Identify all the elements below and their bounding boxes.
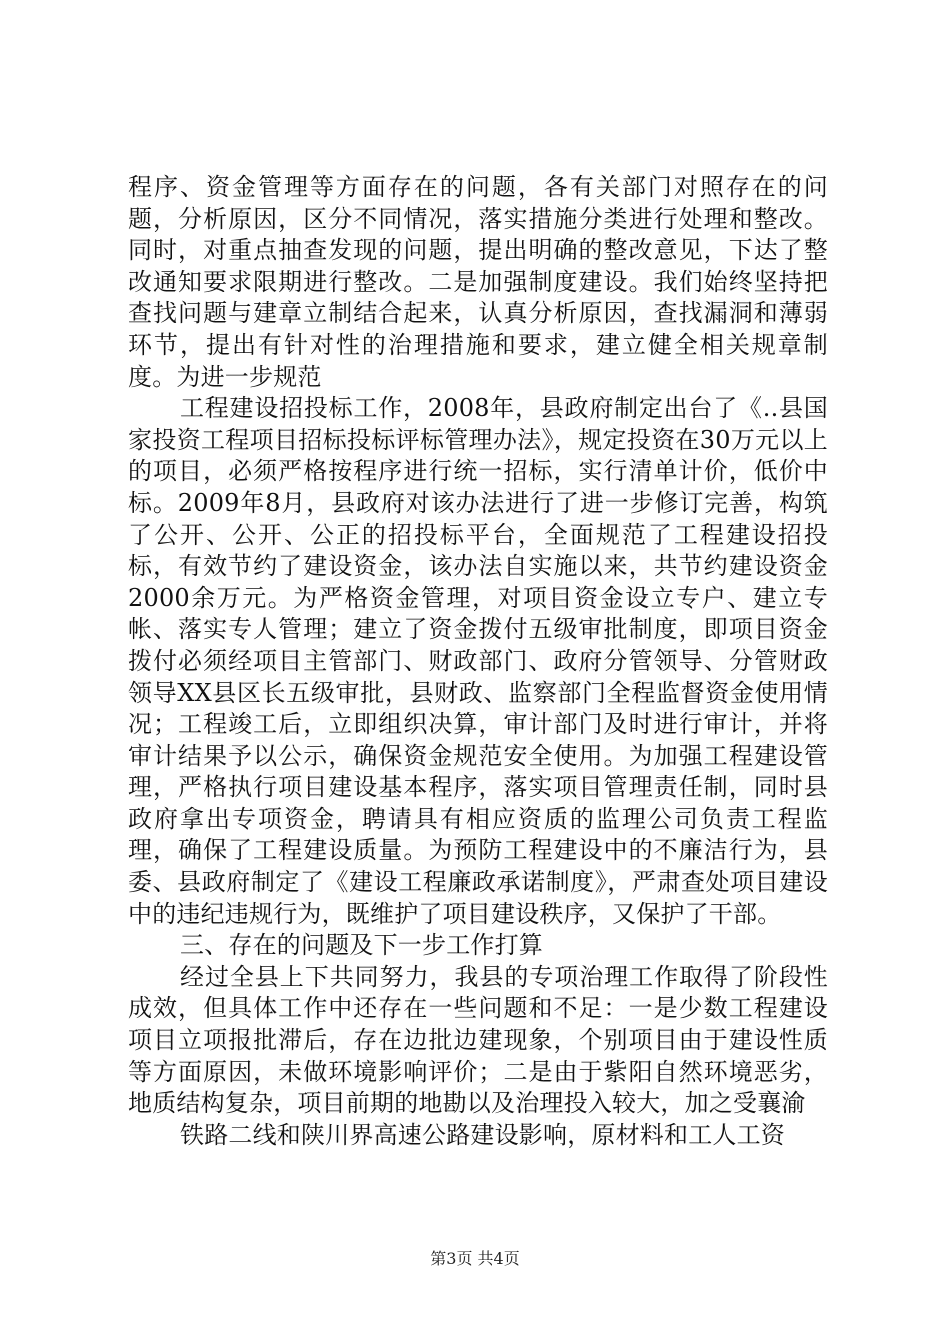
page-footer: 第3页 共4页 xyxy=(430,1249,520,1268)
paragraph-3: 经过全县上下共同努力，我县的专项治理工作取得了阶段性成效，但具体工作中还存在一些问题和不足：一是少数工程建设项目立项报批滞后，存在边批边建现象，个别项目由于建设性质等方面原因，未做环境影响评价；二是由于紫阳自然环境恶劣，地质结构复杂，项目前期的地勘以及治理投入较大，加之受襄渝 xyxy=(128,962,828,1118)
paragraph-4: 铁路二线和陕川界高速公路建设影响，原材料和工人工资 xyxy=(180,1120,785,1149)
paragraph-1: 程序、资金管理等方面存在的问题，各有关部门对照存在的问题，分析原因，区分不同情况，落实措施分类进行处理和整改。同时，对重点抽查发现的问题，提出明确的整改意见，下达了整改通知要求限期进行整改。二是加强制度建设。我们始终坚持把查找问题与建章立制结合起来，认真分析原因，查找漏洞和薄弱环节，提出有针对性的治理措施和要求，建立健全相关规章制度。为进一步规范 xyxy=(128,173,828,391)
document-body xyxy=(128,172,828,1151)
section-heading: 三、存在的问题及下一步工作打算 xyxy=(180,931,543,960)
paragraph-2: 工程建设招投标工作，2008年，县政府制定出台了《..县国家投资工程项目招标投标评标管理办法》，规定投资在30万元以上的项目，必须严格按程序进行统一招标，实行清单计价，低价中标。2009年8月，县政府对该办法进行了进一步修订完善，构筑了公开、公开、公正的招投标平台，全面规范了工程建设招投标，有效节约了建设资金，该办法自实施以来，共节约建设资金2000余万元。为严格资金管理，对项目资金设立专户、建立专帐、落实专人管理；建立了资金拨付五级审批制度，即项目资金拨付必须经项目主管部门、财政部门、政府分管领导、分管财政领导XX县区长五级审批，县财政、监察部门全程监督资金使用情况；工程竣工后，立即组织决算，审计部门及时进行审计，并将审计结果予以公示，确保资金规范安全使用。为加强工程建设管理，严格执行项目建设基本程序，落实项目管理责任制，同时县政府拿出专项资金，聘请具有相应资质的监理公司负责工程监理，确保了工程建设质量。为预防工程建设中的不廉洁行为，县委、县政府制定了《建设工程廉政承诺制度》，严肃查处项目建设中的违纪违规行为，既维护了项目建设秩序，又保护了干部。 xyxy=(128,394,828,928)
